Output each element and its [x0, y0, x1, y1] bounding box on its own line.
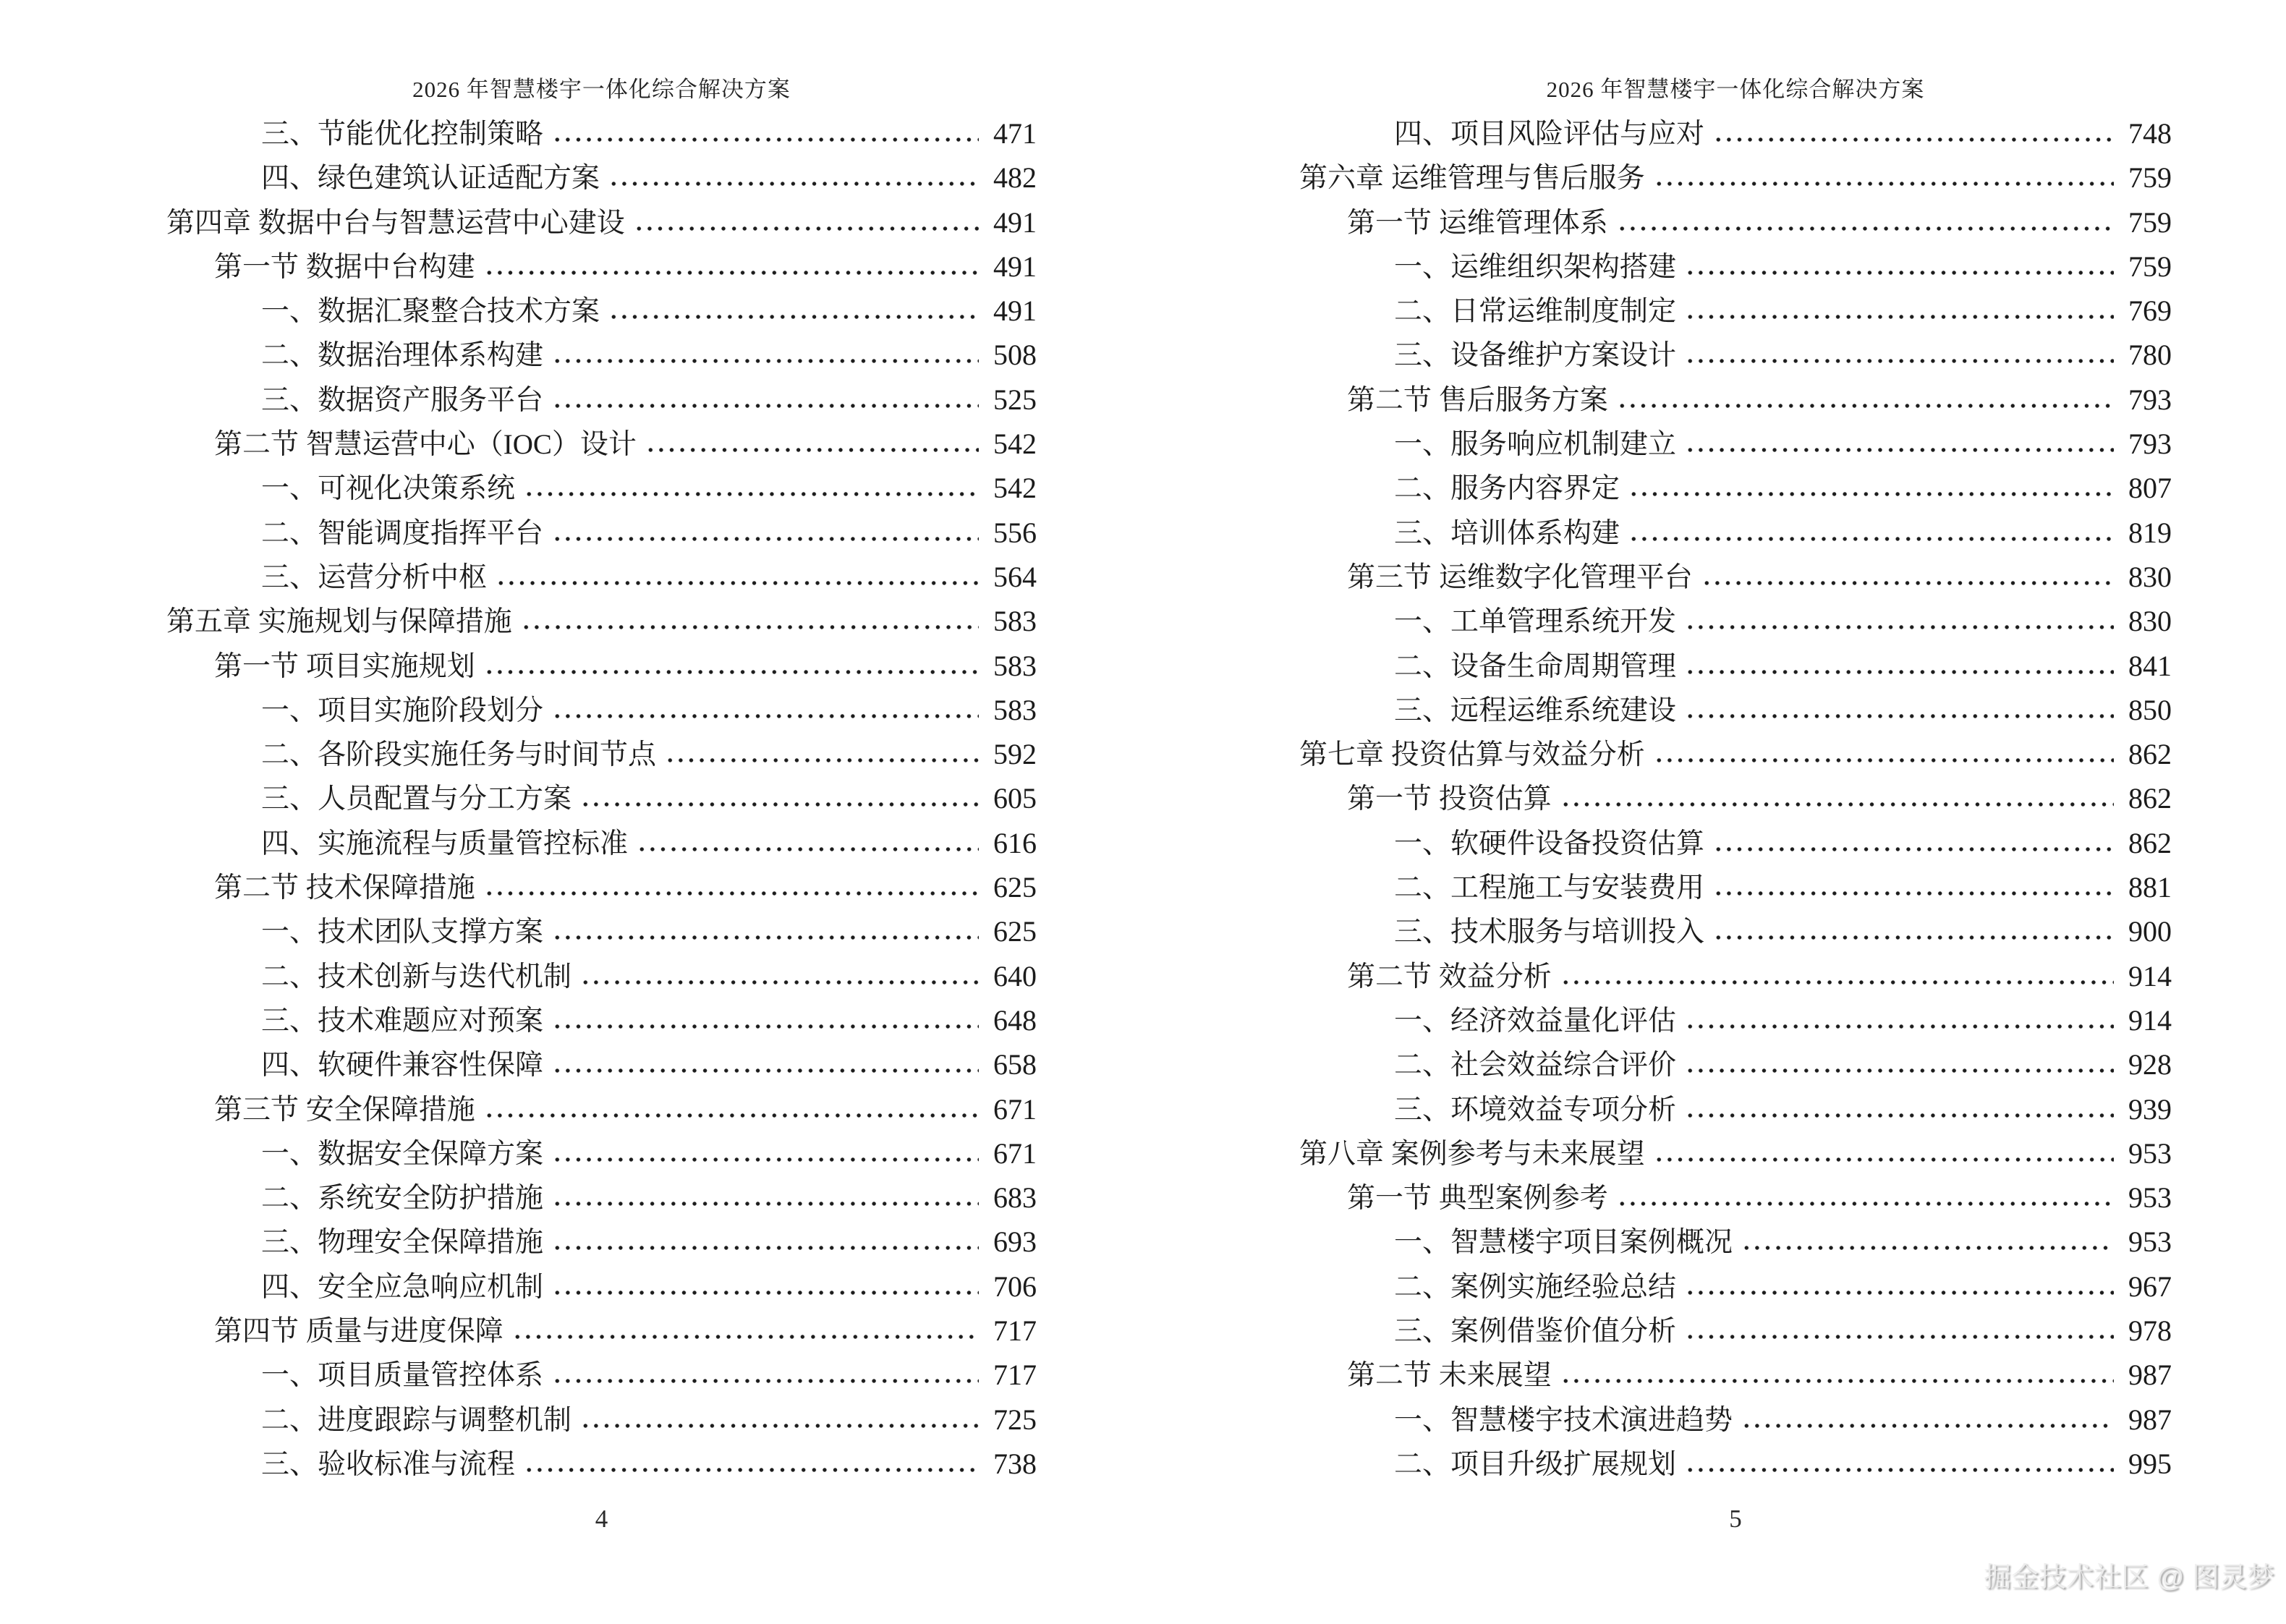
toc-entry — [1299, 200, 2172, 245]
dot-leader — [608, 180, 979, 187]
toc-entry — [1299, 156, 2172, 200]
dot-leader — [1685, 1333, 2114, 1340]
toc-entry — [166, 466, 1037, 510]
toc-entry — [166, 111, 1037, 156]
toc-entry-label: 二、系统安全防护措施 — [261, 1183, 544, 1215]
toc-entry-label: 二、工程施工与安装费用 — [1394, 872, 1705, 904]
toc-entry — [166, 1176, 1037, 1220]
toc-entry-label: 四、软硬件兼容性保障 — [261, 1050, 544, 1081]
toc-entry — [1299, 909, 2172, 953]
toc-entry-label: 三、运营分析中枢 — [261, 561, 488, 593]
toc-entry-page: 881 — [2128, 871, 2172, 904]
toc-entry-page: 640 — [993, 959, 1037, 992]
toc-entry — [1299, 1042, 2172, 1087]
toc-entry — [1299, 1442, 2172, 1486]
toc-entry-label: 第八章 案例参考与未来展望 — [1299, 1138, 1645, 1170]
toc-entry-label: 一、数据汇聚整合技术方案 — [261, 296, 600, 328]
toc-entry-label: 第二节 售后服务方案 — [1347, 384, 1608, 416]
toc-entry-label: 第一节 投资估算 — [1347, 783, 1552, 815]
toc-entry — [1299, 111, 2172, 156]
toc-entry — [1299, 245, 2172, 289]
page-number-left: 4 — [595, 1505, 608, 1533]
watermark: 掘金技术社区 @ 图灵梦 — [1984, 1563, 2274, 1593]
toc-entry — [166, 1398, 1037, 1442]
toc-entry-page: 648 — [993, 1003, 1037, 1037]
toc-entry-label: 第六章 运维管理与售后服务 — [1299, 163, 1645, 195]
toc-entry — [1299, 333, 2172, 377]
toc-entry-label: 第三节 运维数字化管理平台 — [1347, 561, 1693, 593]
toc-entry-page: 491 — [993, 205, 1037, 239]
toc-entry-label: 一、项目实施阶段划分 — [261, 694, 544, 726]
toc-entry-page: 759 — [2128, 205, 2172, 239]
toc-entry-page: 508 — [993, 339, 1037, 372]
dot-leader — [1685, 1466, 2114, 1474]
dot-leader — [1685, 713, 2114, 720]
toc-entry-label: 三、技术服务与培训投入 — [1394, 917, 1705, 948]
toc-entry-label: 一、智慧楼宇技术演进趋势 — [1394, 1404, 1733, 1436]
dot-leader — [580, 979, 979, 986]
dot-leader — [1685, 269, 2114, 276]
dot-leader — [484, 890, 979, 897]
toc-entry — [1299, 1131, 2172, 1176]
toc-entry-label: 二、各阶段实施任务与时间节点 — [261, 739, 657, 771]
toc-entry — [1299, 1220, 2172, 1264]
dot-leader — [552, 934, 979, 941]
toc-entry — [166, 156, 1037, 200]
dot-leader — [665, 757, 979, 764]
toc-entry-page: 995 — [2128, 1447, 2172, 1480]
toc-entry-page: 491 — [993, 294, 1037, 328]
dot-leader — [1617, 402, 2114, 409]
dot-leader — [1685, 1112, 2114, 1119]
toc-entry — [166, 644, 1037, 688]
toc-entry-label: 二、设备生命周期管理 — [1394, 650, 1677, 682]
dot-leader — [552, 402, 979, 409]
toc-entry — [1299, 599, 2172, 643]
dot-leader — [1628, 490, 2114, 498]
dot-leader — [1685, 1023, 2114, 1030]
toc-entry-label: 第七章 投资估算与效益分析 — [1299, 739, 1645, 771]
dot-leader — [1685, 313, 2114, 320]
toc-entry-page: 914 — [2128, 959, 2172, 992]
toc-entry-page: 987 — [2128, 1403, 2172, 1436]
toc-entry-page: 967 — [2128, 1270, 2172, 1303]
toc-entry — [166, 776, 1037, 820]
toc-entry-label: 第二节 技术保障措施 — [214, 872, 475, 904]
toc-entry-page: 819 — [2128, 516, 2172, 549]
toc-entry-label: 三、物理安全保障措施 — [261, 1227, 544, 1259]
dot-leader — [1685, 1289, 2114, 1296]
toc-entry — [166, 1042, 1037, 1087]
dot-leader — [1701, 579, 2114, 587]
dot-leader — [552, 136, 979, 143]
toc-entry-page: 978 — [2128, 1314, 2172, 1348]
dot-leader — [552, 535, 979, 543]
toc-entry-page: 793 — [2128, 428, 2172, 461]
toc-entry-label: 一、智慧楼宇项目案例概况 — [1394, 1227, 1733, 1259]
toc-entry-page: 793 — [2128, 383, 2172, 416]
dot-leader — [1685, 446, 2114, 454]
dot-leader — [552, 713, 979, 720]
toc-entry — [1299, 732, 2172, 776]
toc-entry-label: 三、验收标准与流程 — [261, 1448, 516, 1480]
toc-entry-label: 二、社会效益综合评价 — [1394, 1050, 1677, 1081]
toc-entry-page: 759 — [2128, 161, 2172, 195]
toc-entry-page: 953 — [2128, 1136, 2172, 1170]
toc-entry — [1299, 776, 2172, 820]
toc-entry-page: 564 — [993, 560, 1037, 593]
toc-entry — [166, 1087, 1037, 1131]
toc-entry-page: 830 — [2128, 560, 2172, 593]
toc-entry-page: 583 — [993, 693, 1037, 726]
toc-entry-label: 一、服务响应机制建立 — [1394, 429, 1677, 461]
toc-entry-label: 四、项目风险评估与应对 — [1394, 119, 1705, 150]
page-header-right: 2026 年智慧楼宇一体化综合解决方案 — [1546, 77, 1925, 102]
dot-leader — [608, 313, 979, 320]
toc-entry-page: 780 — [2128, 339, 2172, 372]
dot-leader — [552, 1200, 979, 1207]
toc-entry-label: 四、实施流程与质量管控标准 — [261, 828, 629, 859]
toc-entry — [166, 378, 1037, 422]
toc-entry — [1299, 1353, 2172, 1397]
dot-leader — [524, 490, 979, 498]
toc-entry-page: 592 — [993, 738, 1037, 771]
toc-entry-page: 914 — [2128, 1003, 2172, 1037]
dot-leader — [1628, 535, 2114, 543]
dot-leader — [1617, 225, 2114, 232]
dot-leader — [1713, 890, 2114, 897]
dot-leader — [512, 1333, 979, 1340]
toc-entry — [166, 333, 1037, 377]
dot-leader — [1685, 624, 2114, 631]
toc-entry-label: 二、服务内容界定 — [1394, 473, 1620, 505]
toc-entry — [166, 821, 1037, 865]
toc-entry — [166, 1353, 1037, 1397]
toc-entry — [166, 954, 1037, 998]
toc-entry-page: 748 — [2128, 117, 2172, 150]
toc-entry-page: 769 — [2128, 294, 2172, 328]
toc-entry-page: 862 — [2128, 782, 2172, 815]
toc-entry — [1299, 378, 2172, 422]
toc-entry — [1299, 644, 2172, 688]
toc-entry-page: 830 — [2128, 605, 2172, 638]
toc-entry — [1299, 865, 2172, 909]
toc-entry — [166, 865, 1037, 909]
toc-entry-label: 二、日常运维制度制定 — [1394, 296, 1677, 328]
toc-entry-label: 三、设备维护方案设计 — [1394, 340, 1677, 372]
toc-entry-page: 542 — [993, 472, 1037, 505]
toc-entry-page: 862 — [2128, 826, 2172, 859]
toc-entry-page: 625 — [993, 915, 1037, 948]
toc-entry-page: 556 — [993, 516, 1037, 549]
toc-entry-page: 525 — [993, 383, 1037, 416]
toc-entry-label: 四、绿色建筑认证适配方案 — [261, 163, 600, 195]
toc-entry-page: 683 — [993, 1181, 1037, 1215]
dot-leader — [552, 1156, 979, 1163]
toc-entry — [166, 511, 1037, 555]
dot-leader — [1741, 1244, 2114, 1251]
toc-entry — [166, 998, 1037, 1042]
toc-page-5 — [1299, 111, 2172, 1486]
dot-leader — [552, 1023, 979, 1030]
toc-entry — [166, 909, 1037, 953]
page-header-left: 2026 年智慧楼宇一体化综合解决方案 — [412, 77, 791, 102]
toc-entry-page: 542 — [993, 428, 1037, 461]
toc-entry — [1299, 422, 2172, 466]
toc-entry-label: 二、项目升级扩展规划 — [1394, 1448, 1677, 1480]
dot-leader — [1654, 1156, 2114, 1163]
dot-leader — [1685, 357, 2114, 365]
toc-entry-label: 第三节 安全保障措施 — [214, 1094, 475, 1126]
toc-entry-page: 583 — [993, 605, 1037, 638]
toc-entry-label: 三、环境效益专项分析 — [1394, 1094, 1677, 1126]
dot-leader — [552, 1244, 979, 1251]
dot-leader — [1560, 979, 2114, 986]
toc-entry-label: 一、数据安全保障方案 — [261, 1138, 544, 1170]
toc-entry-page: 862 — [2128, 738, 2172, 771]
toc-entry-label: 第二节 智慧运营中心（IOC）设计 — [214, 429, 637, 461]
toc-entry-label: 第五章 实施规划与保障措施 — [166, 606, 512, 638]
toc-entry-label: 二、进度跟踪与调整机制 — [261, 1404, 572, 1436]
toc-entry-label: 一、软硬件设备投资估算 — [1394, 828, 1705, 859]
toc-entry — [1299, 1176, 2172, 1220]
toc-entry-label: 第四章 数据中台与智慧运营中心建设 — [166, 207, 625, 239]
toc-entry — [1299, 998, 2172, 1042]
dot-leader — [552, 1067, 979, 1074]
toc-entry — [1299, 466, 2172, 510]
dot-leader — [1560, 1377, 2114, 1385]
toc-entry-page: 850 — [2128, 693, 2172, 726]
dot-leader — [484, 269, 979, 276]
toc-entry-label: 第一节 项目实施规划 — [214, 650, 475, 682]
dot-leader — [552, 357, 979, 365]
toc-entry-page: 807 — [2128, 472, 2172, 505]
toc-entry-label: 第二节 效益分析 — [1347, 961, 1552, 992]
toc-entry — [166, 245, 1037, 289]
toc-entry-label: 三、人员配置与分工方案 — [261, 783, 572, 815]
toc-entry-page: 759 — [2128, 250, 2172, 283]
toc-entry-page: 706 — [993, 1270, 1037, 1303]
toc-entry — [166, 555, 1037, 599]
toc-entry — [1299, 954, 2172, 998]
toc-entry — [1299, 511, 2172, 555]
toc-entry-label: 一、经济效益量化评估 — [1394, 1005, 1677, 1037]
dot-leader — [1713, 846, 2114, 853]
toc-entry-label: 一、工单管理系统开发 — [1394, 606, 1677, 638]
toc-entry — [166, 1264, 1037, 1309]
toc-entry-page: 491 — [993, 250, 1037, 283]
toc-entry — [166, 289, 1037, 333]
toc-entry — [1299, 688, 2172, 732]
toc-entry — [166, 732, 1037, 776]
toc-entry-label: 一、技术团队支撑方案 — [261, 917, 544, 948]
dot-leader — [552, 1289, 979, 1296]
dot-leader — [1685, 1067, 2114, 1074]
toc-entry — [166, 1220, 1037, 1264]
toc-entry-label: 第一节 运维管理体系 — [1347, 207, 1608, 239]
toc-entry-label: 二、智能调度指挥平台 — [261, 517, 544, 549]
toc-entry-label: 第四节 质量与进度保障 — [214, 1316, 503, 1348]
toc-entry-label: 三、技术难题应对预案 — [261, 1005, 544, 1037]
dot-leader — [1654, 180, 2114, 187]
toc-entry — [166, 1309, 1037, 1353]
toc-entry-label: 一、可视化决策系统 — [261, 473, 516, 505]
toc-entry-page: 717 — [993, 1359, 1037, 1392]
toc-entry-label: 第二节 未来展望 — [1347, 1360, 1552, 1392]
toc-entry-label: 三、数据资产服务平台 — [261, 384, 544, 416]
dot-leader — [1654, 757, 2114, 764]
toc-entry — [1299, 1264, 2172, 1309]
toc-entry-page: 717 — [993, 1314, 1037, 1348]
dot-leader — [1617, 1200, 2114, 1207]
toc-entry-label: 第一节 典型案例参考 — [1347, 1183, 1608, 1215]
toc-entry — [166, 688, 1037, 732]
toc-entry-page: 671 — [993, 1092, 1037, 1126]
dot-leader — [580, 1422, 979, 1429]
toc-entry-label: 三、节能优化控制策略 — [261, 119, 544, 150]
toc-entry — [1299, 555, 2172, 599]
toc-entry-label: 二、技术创新与迭代机制 — [261, 961, 572, 992]
toc-entry — [1299, 1087, 2172, 1131]
toc-entry-page: 693 — [993, 1225, 1037, 1259]
dot-leader — [552, 1377, 979, 1385]
toc-entry-page: 841 — [2128, 649, 2172, 682]
toc-entry-page: 928 — [2128, 1048, 2172, 1081]
toc-entry-page: 900 — [2128, 915, 2172, 948]
toc-page-4 — [166, 111, 1037, 1486]
toc-entry-label: 三、案例借鉴价值分析 — [1394, 1316, 1677, 1348]
toc-entry-page: 658 — [993, 1048, 1037, 1081]
toc-entry-page: 725 — [993, 1403, 1037, 1436]
dot-leader — [1685, 668, 2114, 676]
dot-leader — [484, 668, 979, 676]
toc-entry-page: 939 — [2128, 1092, 2172, 1126]
toc-entry-page: 953 — [2128, 1181, 2172, 1215]
toc-entry-page: 471 — [993, 117, 1037, 150]
toc-entry — [166, 200, 1037, 245]
dot-leader — [634, 225, 979, 232]
toc-entry-page: 583 — [993, 649, 1037, 682]
dot-leader — [1713, 136, 2114, 143]
toc-entry-label: 第一节 数据中台构建 — [214, 251, 475, 283]
dot-leader — [1741, 1422, 2114, 1429]
page-number-right: 5 — [1729, 1505, 1742, 1533]
toc-entry — [1299, 1398, 2172, 1442]
dot-leader — [580, 801, 979, 808]
toc-entry-label: 三、培训体系构建 — [1394, 517, 1620, 549]
toc-entry-label: 一、运维组织架构搭建 — [1394, 251, 1677, 283]
toc-entry — [1299, 1309, 2172, 1353]
toc-entry-page: 953 — [2128, 1225, 2172, 1259]
dot-leader — [1713, 934, 2114, 941]
toc-entry-page: 482 — [993, 161, 1037, 195]
toc-entry-label: 一、项目质量管控体系 — [261, 1360, 544, 1392]
toc-entry-label: 二、案例实施经验总结 — [1394, 1271, 1677, 1303]
toc-entry-page: 987 — [2128, 1359, 2172, 1392]
toc-entry-page: 671 — [993, 1136, 1037, 1170]
dot-leader — [637, 846, 979, 853]
toc-entry — [166, 1442, 1037, 1486]
dot-leader — [521, 624, 979, 631]
toc-entry-page: 605 — [993, 782, 1037, 815]
toc-entry-page: 616 — [993, 826, 1037, 859]
dot-leader — [484, 1112, 979, 1119]
dot-leader — [496, 579, 979, 587]
toc-entry-page: 625 — [993, 871, 1037, 904]
toc-entry — [166, 599, 1037, 643]
dot-leader — [1560, 801, 2114, 808]
toc-entry-label: 二、数据治理体系构建 — [261, 340, 544, 372]
toc-entry — [1299, 821, 2172, 865]
dot-leader — [645, 446, 979, 454]
toc-entry-label: 四、安全应急响应机制 — [261, 1271, 544, 1303]
dot-leader — [524, 1466, 979, 1474]
toc-entry — [166, 422, 1037, 466]
toc-entry — [1299, 289, 2172, 333]
toc-entry-label: 三、远程运维系统建设 — [1394, 694, 1677, 726]
toc-entry-page: 738 — [993, 1447, 1037, 1480]
toc-entry — [166, 1131, 1037, 1176]
